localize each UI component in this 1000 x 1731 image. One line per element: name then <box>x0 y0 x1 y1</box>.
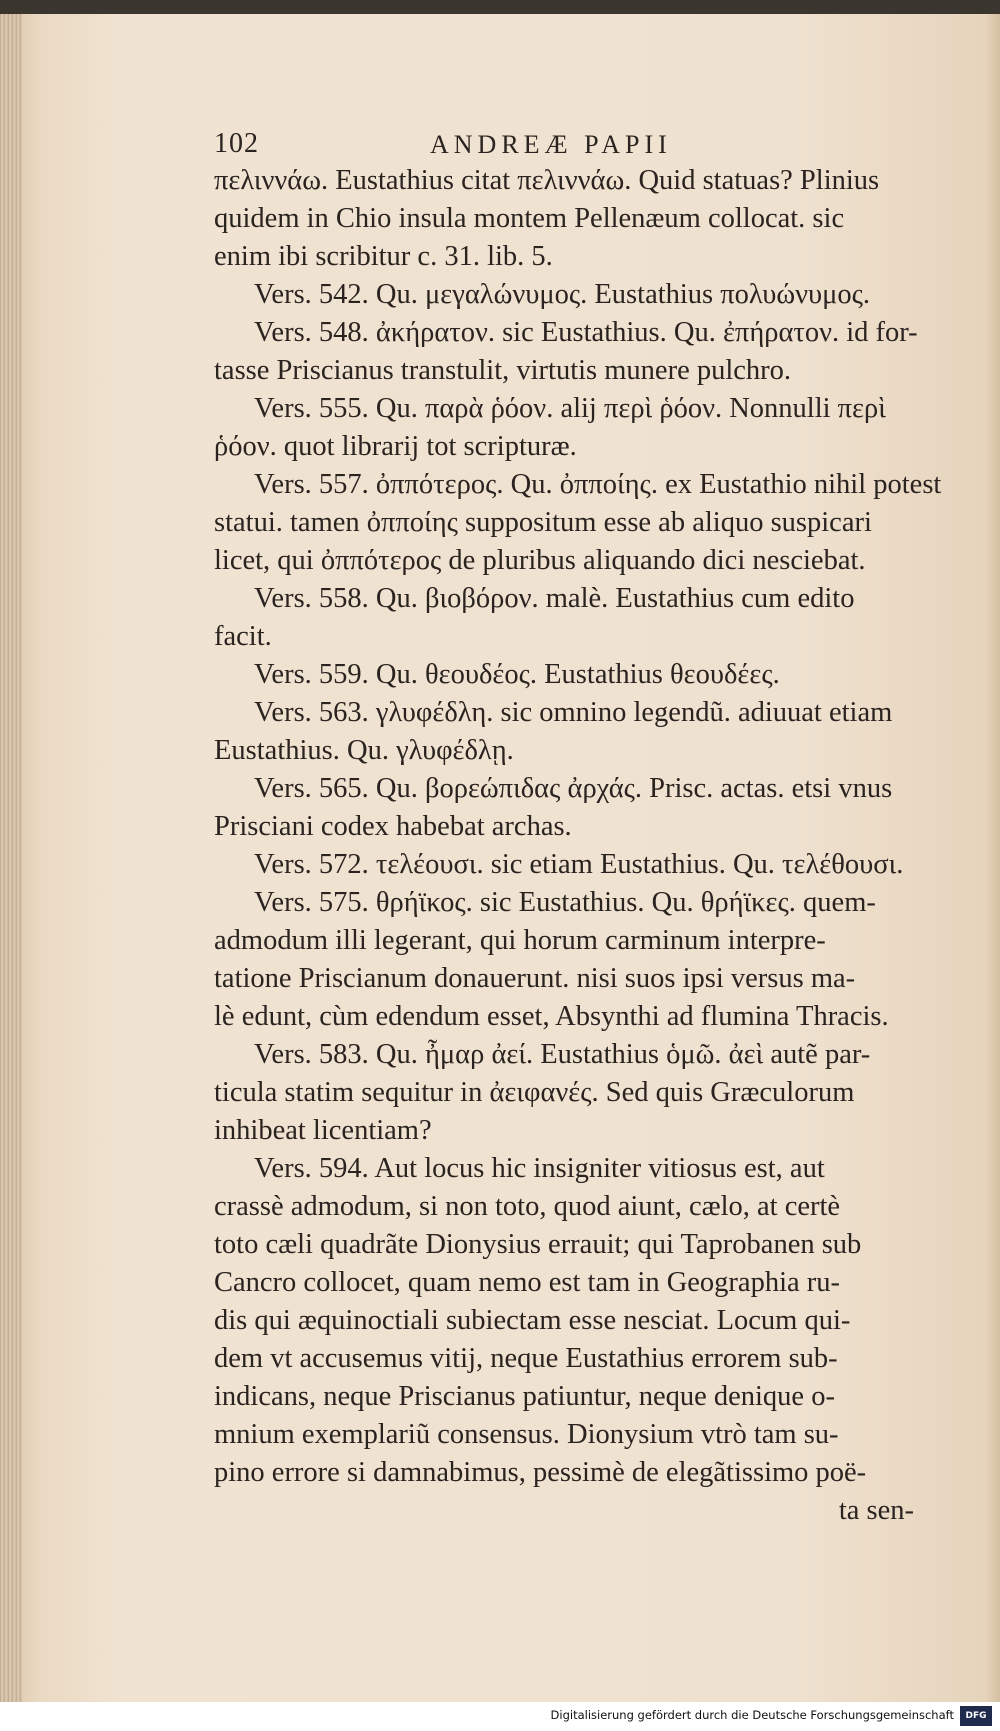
text-line: licet, qui ὀππότερος de pluribus aliquando dici nesciebat. <box>214 545 866 576</box>
funding-credit: Digitalisierung gefördert durch die Deutsche Forschungsgemeinschaft <box>550 1708 954 1722</box>
text-line: Vers. 558. Qu. βιοβόρον. malè. Eustathius cum edito <box>254 583 855 614</box>
text-line: pino errore si damnabimus, pessimè de elegãtissimo poë- <box>214 1457 867 1488</box>
text-line: facit. <box>214 621 272 652</box>
running-head: ANDREÆ PAPII <box>430 130 672 159</box>
text-line: toto cæli quadrãte Dionysius errauit; qui Taprobanen sub <box>214 1229 862 1260</box>
page-header <box>214 128 922 162</box>
text-line: tasse Priscianus transtulit, virtutis munere pulchro. <box>214 355 792 386</box>
digitization-footer <box>0 1702 1000 1731</box>
text-line: Vers. 557. ὀππότερος. Qu. ὀπποίης. ex Eustathio nihil potest <box>254 469 942 500</box>
text-line: πελιννάω. Eustathius citat πελιννάω. Quid statuas? Plinius <box>214 165 880 196</box>
text-line: Vers. 563. γλυφέδλη. sic omnino legendũ. adiuuat etiam <box>254 697 893 728</box>
page-text-block <box>214 128 942 1530</box>
text-line: crassè admodum, si non toto, quod aiunt, cælo, at certè <box>214 1191 841 1222</box>
text-line: Vers. 594. Aut locus hic insigniter vitiosus est, aut <box>254 1153 825 1184</box>
text-line: Eustathius. Qu. γλυφέδλῃ. <box>214 735 514 766</box>
text-line: tatione Priscianum donauerunt. nisi suos ipsi versus ma- <box>214 963 856 994</box>
page-edge <box>0 14 22 1702</box>
text-line: admodum illi legerant, qui horum carminum interpre- <box>214 925 826 956</box>
text-line: Prisciani codex habebat archas. <box>214 811 572 842</box>
text-line: indicans, neque Priscianus patiuntur, neque denique o- <box>214 1381 835 1412</box>
text-line: ticula statim sequitur in ἀειφανές. Sed quis Græculorum <box>214 1077 855 1108</box>
text-line: Vers. 555. Qu. παρὰ ῥόον. alij περὶ ῥόον. Nonnulli περὶ <box>254 393 886 424</box>
text-line: inhibeat licentiam? <box>214 1115 432 1146</box>
text-line: quidem in Chio insula montem Pellenæum collocat. sic <box>214 203 845 234</box>
text-line: mnium exemplariũ consensus. Dionysium vtrò tam su- <box>214 1419 839 1450</box>
page-number: 102 <box>214 128 259 159</box>
text-line: dis qui æquinoctiali subiectam esse nesciat. Locum qui- <box>214 1305 851 1336</box>
text-line: Vers. 572. τελέουσι. sic etiam Eustathius. Qu. τελέθουσι. <box>254 849 904 880</box>
dfg-logo-icon: DFG <box>960 1706 992 1726</box>
text-line: dem vt accusemus vitij, neque Eustathius errorem sub- <box>214 1343 838 1374</box>
text-line: ῥόον. quot librarij tot scripturæ. <box>214 431 577 462</box>
text-line: Vers. 575. θρήϊκος. sic Eustathius. Qu. θρήϊκες. quem- <box>254 887 876 918</box>
text-line: Vers. 542. Qu. μεγαλώνυμος. Eustathius πολυώνυμος. <box>254 279 871 310</box>
text-line: Vers. 548. ἀκήρατον. sic Eustathius. Qu. ἐπήρατον. id for- <box>254 317 918 348</box>
text-line: lè edunt, cùm edendum esset, Absynthi ad flumina Thracis. <box>214 1001 889 1032</box>
text-line: Vers. 565. Qu. βορεώπιδας ἀρχάς. Prisc. actas. etsi vnus <box>254 773 893 804</box>
text-line: Vers. 559. Qu. θεουδέος. Eustathius θεουδέες. <box>254 659 780 690</box>
text-line: Cancro collocet, quam nemo est tam in Geographia ru- <box>214 1267 840 1298</box>
text-line: statui. tamen ὀπποίης suppositum esse ab aliquo suspicari <box>214 507 872 538</box>
text-line: enim ibi scribitur c. 31. lib. 5. <box>214 241 553 272</box>
catchword: ta sen- <box>838 1495 914 1526</box>
text-line: Vers. 583. Qu. ἦμαρ ἀεί. Eustathius ὁμῶ. ἀεὶ autẽ par- <box>254 1039 871 1070</box>
